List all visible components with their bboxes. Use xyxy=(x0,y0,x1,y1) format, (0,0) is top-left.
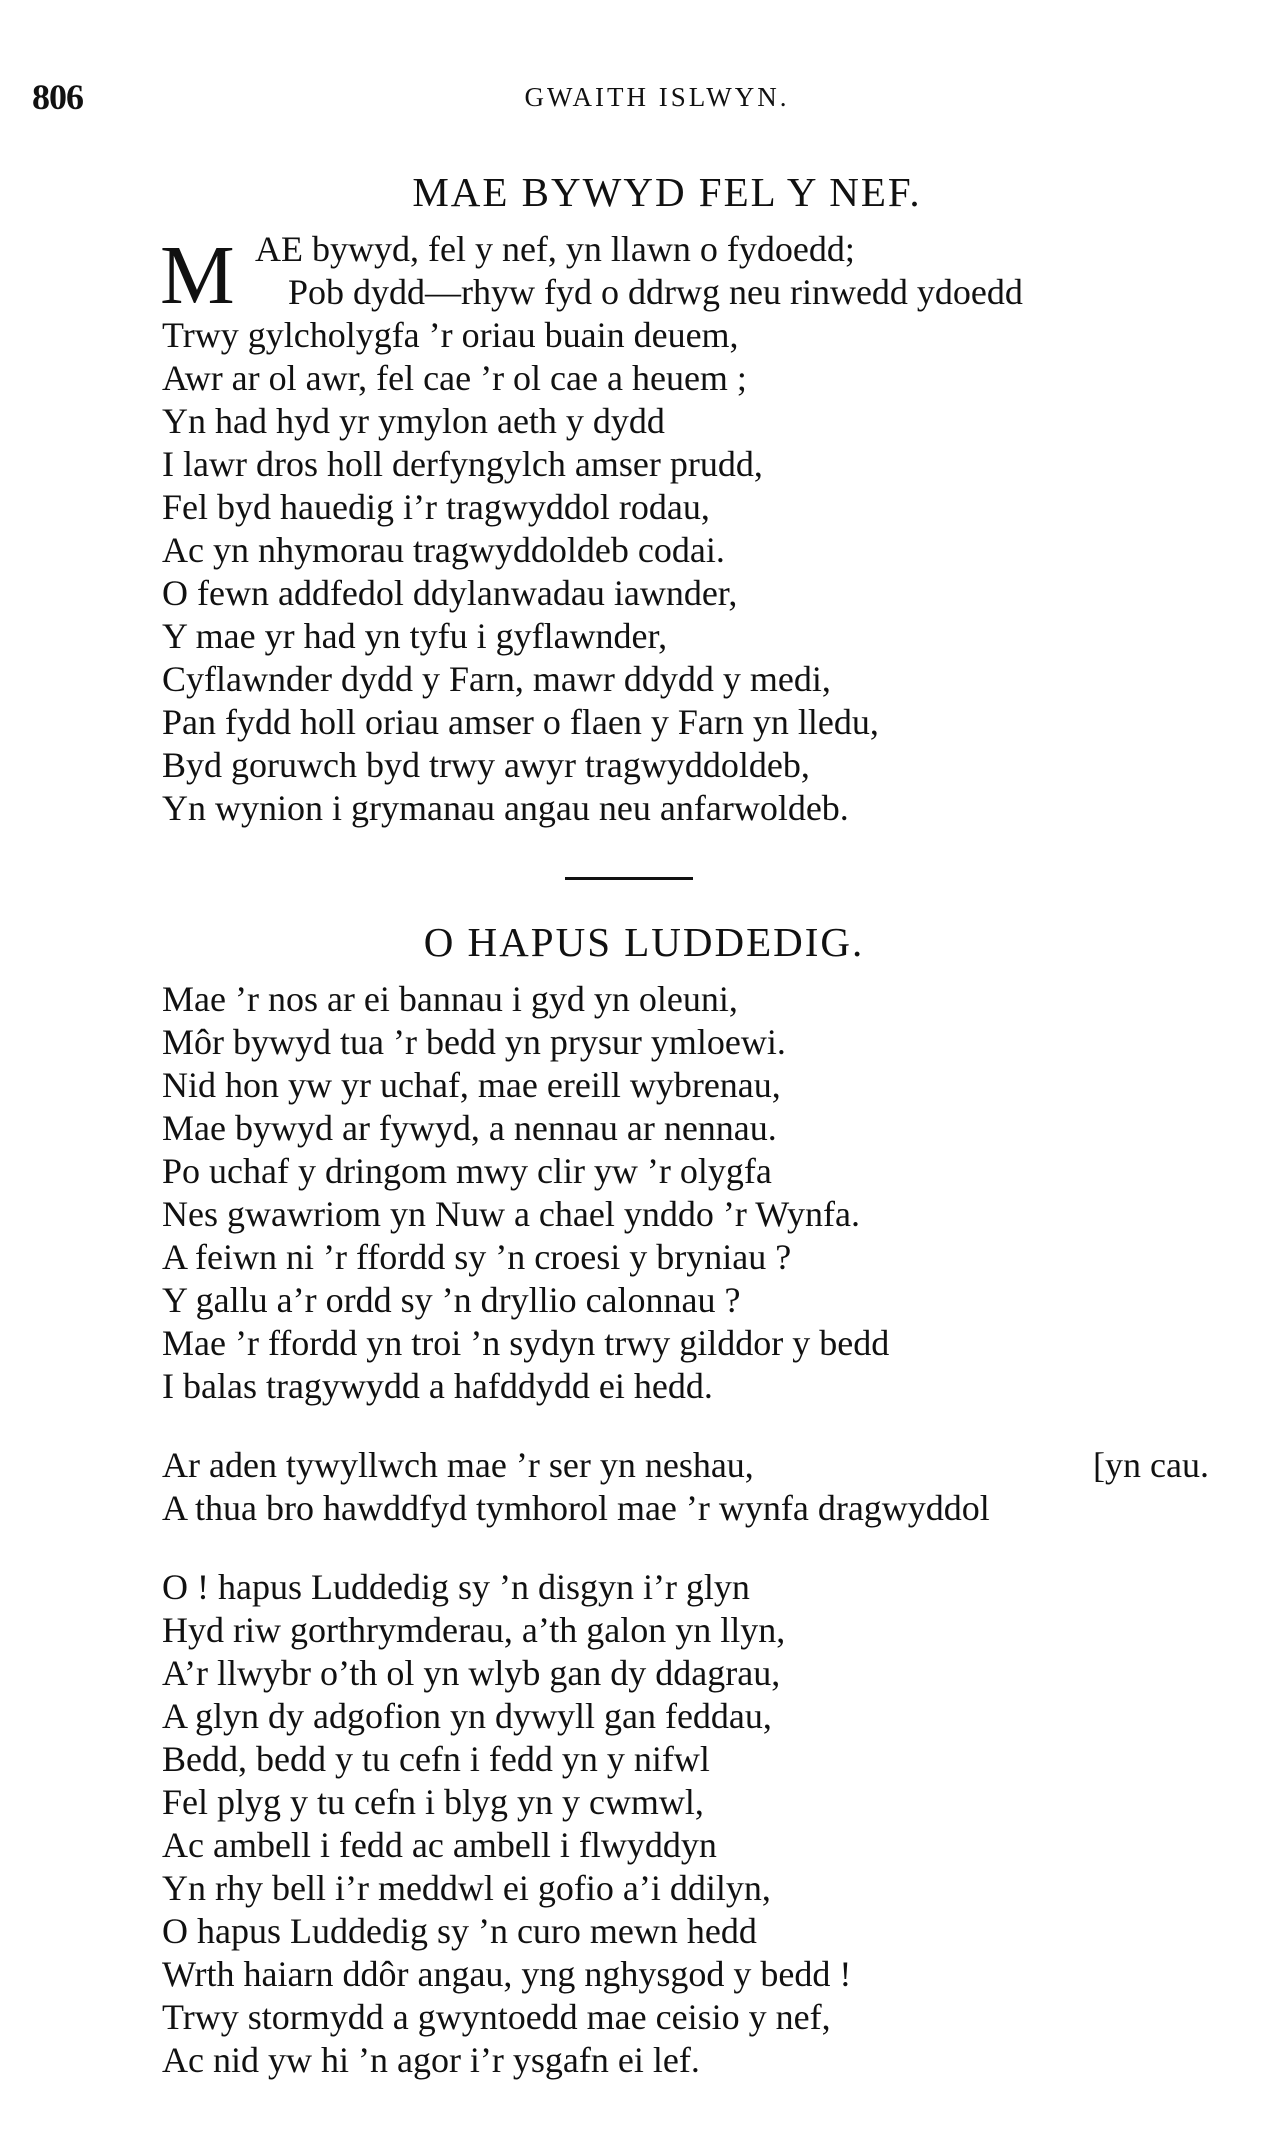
poem-line: Po uchaf y dringom mwy clir yw ’r olygfa xyxy=(162,1151,772,1191)
poem-line: Ac ambell i fedd ac ambell i flwyddyn xyxy=(162,1825,717,1865)
running-head: GWAITH ISLWYN. xyxy=(524,82,790,112)
poem-line: A thua bro hawddfyd tymhorol mae ’r wynfa dragwyddol xyxy=(162,1488,990,1528)
poem-line: A glyn dy adgofion yn dywyll gan feddau, xyxy=(162,1696,772,1736)
poem-line: Yn rhy bell i’r meddwl ei gofio a’i ddilyn, xyxy=(162,1868,771,1908)
poem-line: Yn wynion i grymanau angau neu anfarwoldeb. xyxy=(162,788,849,828)
page-number: 806 xyxy=(32,77,83,117)
poem-line: AE bywyd, fel y nef, yn llawn o fydoedd; xyxy=(255,229,855,269)
poem-title: O HAPUS LUDDEDIG. xyxy=(423,919,865,965)
drop-cap: M xyxy=(160,229,235,322)
poem-line: Trwy stormydd a gwyntoedd mae ceisio y nef, xyxy=(162,1997,831,2037)
section-divider xyxy=(565,877,693,880)
poem-line: Yn had hyd yr ymylon aeth y dydd xyxy=(162,401,665,441)
poem-line: Nid hon yw yr uchaf, mae ereill wybrenau, xyxy=(162,1065,781,1105)
poem-line: Awr ar ol awr, fel cae ’r ol cae a heuem ; xyxy=(162,358,747,398)
turnover-fragment: [yn cau. xyxy=(1093,1445,1209,1485)
poem-line: Fel plyg y tu cefn i blyg yn y cwmwl, xyxy=(162,1782,704,1822)
poem-line: Pan fydd holl oriau amser o flaen y Farn yn lledu, xyxy=(162,702,879,742)
poem-line: O fewn addfedol ddylanwadau iawnder, xyxy=(162,573,738,613)
poem-line: I balas tragywydd a hafddydd ei hedd. xyxy=(162,1366,713,1406)
poem-line: Ac yn nhymorau tragwyddoldeb codai. xyxy=(162,530,725,570)
poem-line: Wrth haiarn ddôr angau, yng nghysgod y bedd ! xyxy=(162,1954,852,1994)
poem-line: Bedd, bedd y tu cefn i fedd yn y nifwl xyxy=(162,1739,710,1779)
poem-line: Hyd riw gorthrymderau, a’th galon yn llyn, xyxy=(162,1610,786,1650)
poem-line: Nes gwawriom yn Nuw a chael ynddo ’r Wynfa. xyxy=(162,1194,860,1234)
poem-line: Môr bywyd tua ’r bedd yn prysur ymloewi. xyxy=(162,1022,786,1062)
poem-line: I lawr dros holl derfyngylch amser prudd, xyxy=(162,444,763,484)
poem-line: O hapus Luddedig sy ’n curo mewn hedd xyxy=(162,1911,757,1951)
poem-line: Fel byd hauedig i’r tragwyddol rodau, xyxy=(162,487,710,527)
poem-line: Y mae yr had yn tyfu i gyflawnder, xyxy=(162,616,668,656)
poem-line: Mae ’r ffordd yn troi ’n sydyn trwy gilddor y bedd xyxy=(162,1323,890,1363)
poem-line: Byd goruwch byd trwy awyr tragwyddoldeb, xyxy=(162,745,810,785)
poem-line: O ! hapus Luddedig sy ’n disgyn i’r glyn xyxy=(162,1567,750,1607)
poem-title: MAE BYWYD FEL Y NEF. xyxy=(412,169,922,215)
poem-line: Mae ’r nos ar ei bannau i gyd yn oleuni, xyxy=(162,979,738,1019)
poem-line: Trwy gylcholygfa ’r oriau buain deuem, xyxy=(162,315,739,355)
poem-line: A feiwn ni ’r ffordd sy ’n croesi y bryniau ? xyxy=(162,1237,792,1277)
poem-line: Cyflawnder dydd y Farn, mawr ddydd y medi, xyxy=(162,659,831,699)
poem-line: Pob dydd—rhyw fyd o ddrwg neu rinwedd ydoedd xyxy=(288,272,1023,312)
poem-line: Mae bywyd ar fywyd, a nennau ar nennau. xyxy=(162,1108,777,1148)
poem-line: A’r llwybr o’th ol yn wlyb gan dy ddagrau, xyxy=(162,1653,781,1693)
poem-line: Ar aden tywyllwch mae ’r ser yn neshau, xyxy=(162,1445,754,1485)
poem-line: Ac nid yw hi ’n agor i’r ysgafn ei lef. xyxy=(162,2040,700,2080)
poem-line: Y gallu a’r ordd sy ’n dryllio calonnau ? xyxy=(162,1280,741,1320)
